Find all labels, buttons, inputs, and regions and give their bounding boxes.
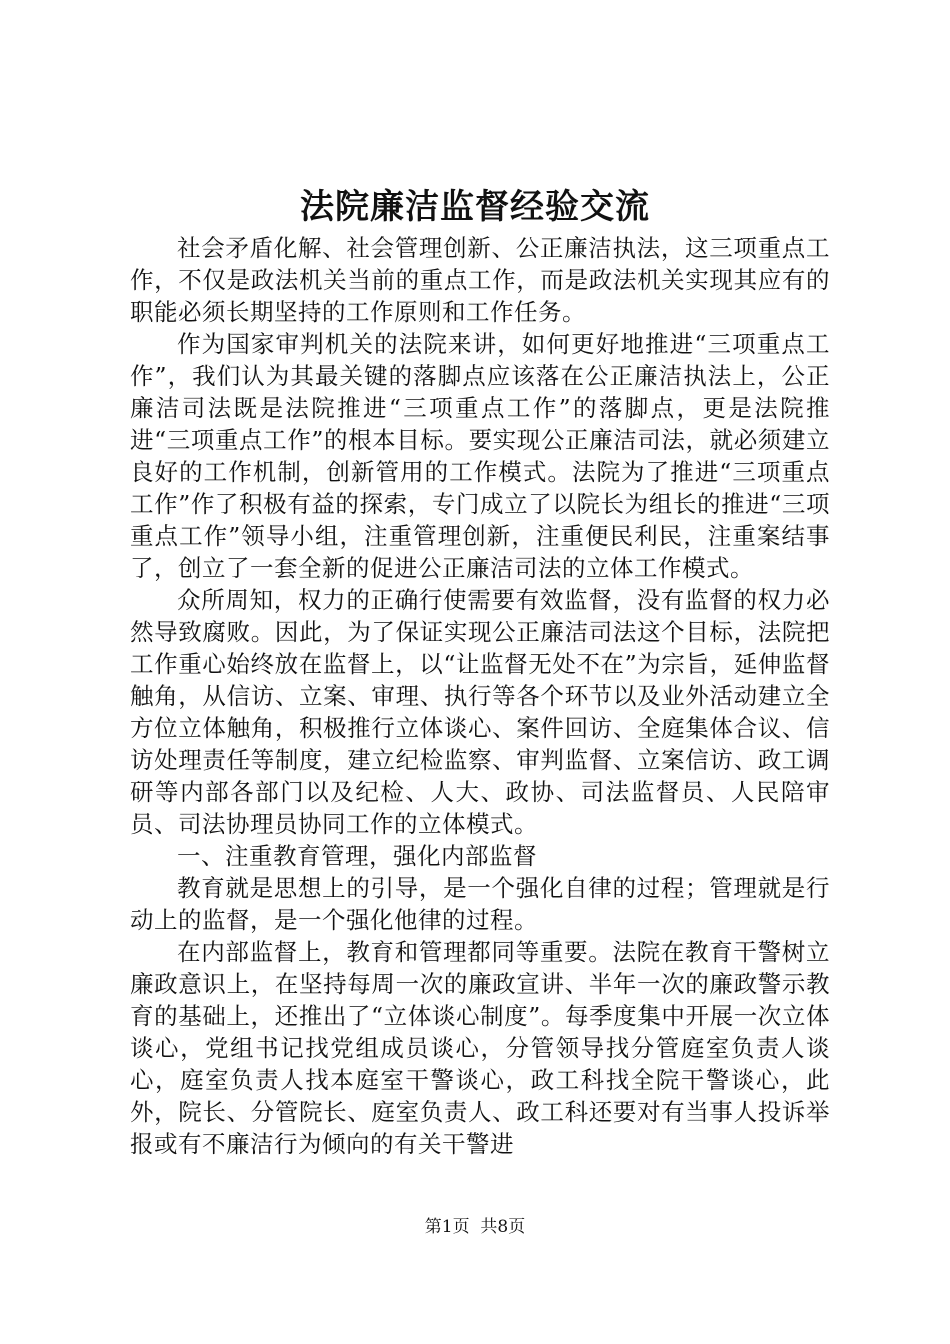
paragraph-court-role: 作为国家审判机关的法院来讲，如何更好地推进“三项重点工作”，我们认为其最关键的落脚点应该落在公正廉洁执法上，公正廉洁司法既是法院推进“三项重点工作”的落脚点，更是法院推进“三项重点工作”的根本目标。要实现公正廉洁司法，就必须建立良好的工作机制，创新管用的工作模式。法院为了推进“三项重点工作”作了积极有益的探索，专门成立了以院长为组长的推进“三项重点工作”领导小组，注重管理创新，注重便民利民，注重案结事了，创立了一套全新的促进公正廉洁司法的立体工作模式。 [130,330,830,582]
page-footer [0,1215,950,1239]
paragraph-supervision: 众所周知，权力的正确行使需要有效监督，没有监督的权力必然导致腐败。因此，为了保证实现公正廉洁司法这个目标，法院把工作重心始终放在监督上，以“让监督无处不在”为宗旨，延伸监督触角，从信访、立案、审理、执行等各个环节以及业外活动建立全方位立体触角，积极推行立体谈心、案件回访、全庭集体合议、信访处理责任等制度，建立纪检监察、审判监督、立案信访、政工调研等内部各部门以及纪检、人大、政协、司法监督员、人民陪审员、司法协理员协同工作的立体模式。 [130,586,830,838]
paragraph-education-management: 教育就是思想上的引导，是一个强化自律的过程；管理就是行动上的监督，是一个强化他律的过程。 [130,874,830,934]
paragraph-internal-supervision: 在内部监督上，教育和管理都同等重要。法院在教育干警树立廉政意识上，在坚持每周一次的廉政宣讲、半年一次的廉政警示教育的基础上，还推出了“立体谈心制度”。每季度集中开展一次立体谈心，党组书记找党组成员谈心，分管领导找分管庭室负责人谈心，庭室负责人找本庭室干警谈心，政工科找全院干警谈心，此外，院长、分管院长、庭室负责人、政工科还要对有当事人投诉举报或有不廉洁行为倾向的有关干警进 [130,938,830,1158]
section-heading-1: 一、注重教育管理，强化内部监督 [177,842,537,870]
page-number: 第1页 [424,1217,470,1237]
document-body [130,232,830,1160]
paragraph-intro: 社会矛盾化解、社会管理创新、公正廉洁执法，这三项重点工作，不仅是政法机关当前的重点工作，而是政法机关实现其应有的职能必须长期坚持的工作原则和工作任务。 [130,234,830,326]
page-total: 共8页 [480,1217,526,1237]
document-title: 法院廉洁监督经验交流 [300,187,650,227]
